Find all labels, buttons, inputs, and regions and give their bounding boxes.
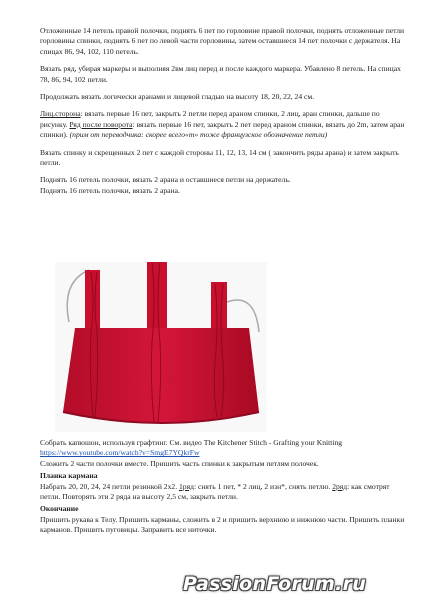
watermark-logo: PassionForum.ru <box>183 573 367 595</box>
pocket-text-c: : как смотрят петли. Повторять эти 2 ряда на высоту 2,5 см, закрыть петли. <box>40 481 390 502</box>
paragraph-hood <box>40 438 406 459</box>
label-right-side: Лиц.сторона <box>40 109 81 119</box>
document-text-lower <box>40 438 406 536</box>
knitted-dress-photo <box>55 262 267 432</box>
paragraph-pocket <box>40 482 406 503</box>
hood-text: Собрать капюшон, используя графтинг. См. видео The Kitchener Stitch - Grafting your Knitting <box>40 438 343 447</box>
pocket-text-b: : снять 1 пет, * 2 лиц, 2 изн*, снять петлю. <box>193 481 333 491</box>
video-link[interactable]: https://www.youtube.com/watch?v=SmgE7YQkrFw <box>40 448 200 458</box>
paragraph-back: Вязать спинку и скрещенных 2 пет с каждой стороны 11, 12, 13, 14 см ( закончить ряды арана) и затем закрыть петли. <box>40 147 399 168</box>
paragraph-continue: Продолжать вязать логически аранами и лицевой гладью на высоту 18, 20, 22, 24 см. <box>40 92 315 102</box>
text-right-side: : вязать первые 16 пет, закрыть 2 петли перед араном спинки, 2 лиц, аран спинки, дальше по рисунку. <box>40 109 380 129</box>
paragraph-rows <box>40 109 406 140</box>
heading-pocket: Планка кармана <box>40 471 98 481</box>
label-after-turn: Ряд после поворота <box>69 119 133 129</box>
paragraph-pickup-2: Поднять 16 петель полочки, вязать 2 арана. <box>40 185 180 195</box>
heading-finish: Окончание <box>40 504 79 514</box>
row-1-label: 1ряд <box>179 481 194 491</box>
document-text <box>40 26 406 196</box>
paragraph-finish: Пришить рукава к Телу. Пришить карманы, сложить в 2 и пришить верхнюю и нижнюю части. Пришить планки карманов. Пришить пуговицы. Заправить все ниточки. <box>40 514 405 535</box>
pocket-text-a: Набрать 20, 20, 24, 24 петли резинкой 2х2. <box>40 481 179 491</box>
translator-note: (прим от переводчика: скорее всего«m» тоже французское обозначение петли) <box>69 130 328 140</box>
paragraph-decrease: Вязать ряд, убирая маркеры и выполняя 2вм лиц перед и после каждого маркера. Убавлено 8 петель. На спицах 78, 86, 94, 102 петли. <box>40 64 401 84</box>
paragraph-neckline: Отложенные 14 петель правой полочки, поднять 6 пет по горловине правой полочки, поднять отложенные петли горловины спинки, поднять 6 пет по левой части горловины, затем оставшиеся 14 пет полочки с держателя. На спицах 86, 94, 102, 110 петель. <box>40 26 405 56</box>
row-2-label: 2ряд <box>332 481 348 491</box>
text-after-turn: : вязать первые 16 пет, закрыть 2 пет перед араном спинки, вязать до 2m, затем аран спинки). <box>40 119 405 140</box>
paragraph-pickup-1: Поднять 16 петель полочки, вязать 2 арана и оставшиеся петли на держатель. <box>40 175 291 185</box>
paragraph-sew: Сложить 2 части полочки вместе. Пришить часть спинки к закрытым петлям полочек. <box>40 458 319 468</box>
